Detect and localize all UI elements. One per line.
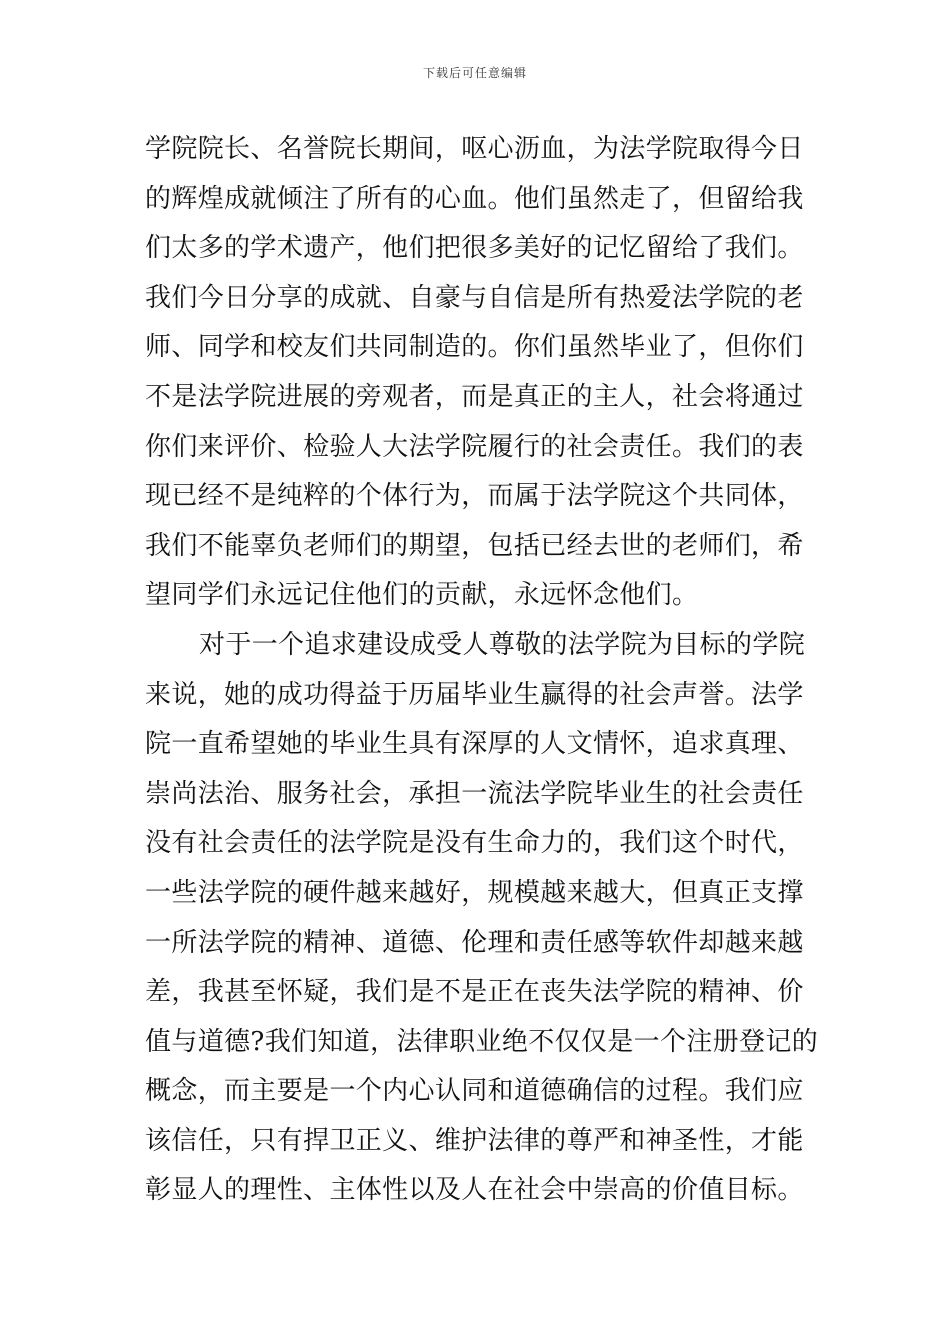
text-line: 崇尚法治、服务社会，承担一流法学院毕业生的社会责任 <box>145 778 804 809</box>
text-line: 概念，而主要是一个内心认同和道德确信的过程。我们应 <box>145 1076 804 1107</box>
text-line: 差，我甚至怀疑，我们是不是正在丧失法学院的精神、价 <box>145 977 804 1008</box>
text-line: 一所法学院的精神、道德、伦理和责任感等软件却越来越 <box>145 927 804 958</box>
text-line: 的辉煌成就倾注了所有的心血。他们虽然走了，但留给我 <box>145 183 804 214</box>
paragraph-1 <box>145 125 810 621</box>
text-line: 没有社会责任的法学院是没有生命力的，我们这个时代， <box>145 828 804 859</box>
text-line: 们太多的学术遗产，他们把很多美好的记忆留给了我们。 <box>145 233 804 264</box>
text-line: 来说，她的成功得益于历届毕业生赢得的社会声誉。法学 <box>145 679 804 710</box>
text-line: 我们今日分享的成就、自豪与自信是所有热爱法学院的老 <box>145 282 804 313</box>
text-line: 值与道德?我们知道，法律职业绝不仅仅是一个注册登记的 <box>145 1026 819 1057</box>
text-line: 院一直希望她的毕业生具有深厚的人文情怀，追求真理、 <box>145 729 804 760</box>
text-line: 一些法学院的硬件越来越好，规模越来越大，但真正支撑 <box>145 877 804 908</box>
text-line: 学院院长、名誉院长期间，呕心沥血，为法学院取得今日 <box>145 134 804 164</box>
text-line: 不是法学院进展的旁观者，而是真正的主人，社会将通过 <box>145 381 804 412</box>
paragraph-2 <box>145 621 819 1216</box>
header-note: 下载后可任意编辑 <box>422 66 527 80</box>
text-line: 彰显人的理性、主体性以及人在社会中崇高的价值目标。 <box>145 1175 804 1206</box>
text-line: 你们来评价、检验人大法学院履行的社会责任。我们的表 <box>145 431 804 462</box>
text-line: 我们不能辜负老师们的期望，包括已经去世的老师们，希 <box>145 530 804 561</box>
text-line: 该信任，只有捍卫正义、维护法律的尊严和神圣性，才能 <box>145 1125 804 1156</box>
text-line-indented: 对于一个追求建设成受人尊敬的法学院为目标的学院 <box>199 629 806 660</box>
text-line: 师、同学和校友们共同制造的。你们虽然毕业了，但你们 <box>145 332 804 363</box>
text-line: 望同学们永远记住他们的贡献，永远怀念他们。 <box>145 580 699 611</box>
text-line: 现已经不是纯粹的个体行为，而属于法学院这个共同体， <box>145 481 804 512</box>
body-text <box>145 125 819 1216</box>
